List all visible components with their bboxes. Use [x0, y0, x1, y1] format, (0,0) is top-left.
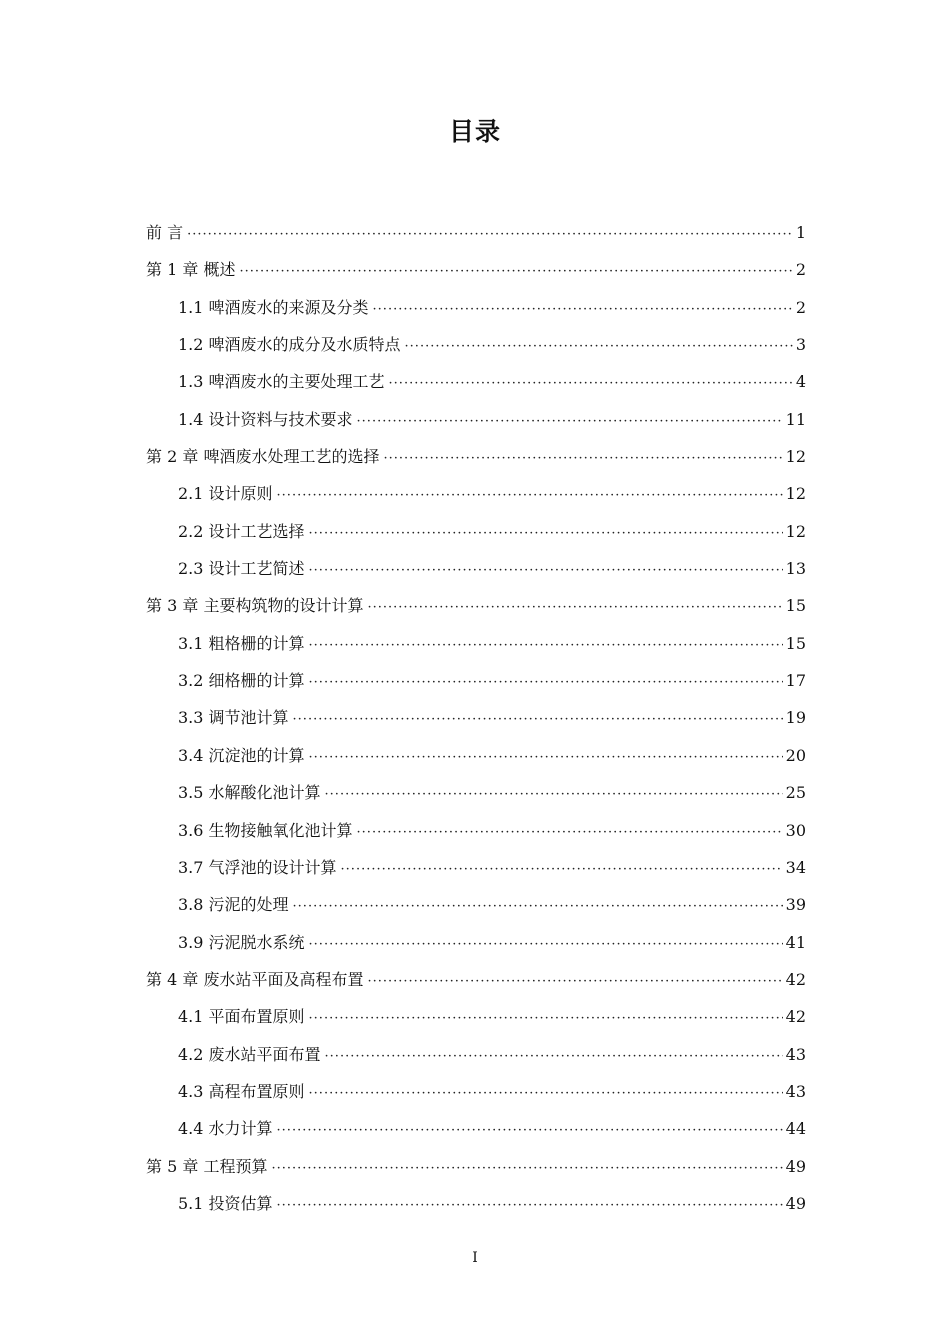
toc-entry-label: 第 3 章 主要构筑物的设计计算 [146, 596, 364, 616]
toc-entry [146, 670, 806, 707]
toc-entry [146, 371, 806, 408]
toc-entry-page: 4 [795, 372, 806, 392]
toc-entry [146, 857, 806, 894]
toc-entry-page: 2 [795, 260, 806, 280]
dot-leader [367, 597, 782, 619]
dot-leader [309, 747, 783, 769]
toc-entry [146, 259, 806, 296]
toc-entry-page: 17 [785, 671, 806, 691]
toc-entry [146, 1081, 806, 1118]
toc-entry [146, 782, 806, 819]
toc-entry-label: 5.1 投资估算 [178, 1193, 273, 1213]
toc-entry [146, 483, 806, 520]
dot-leader [239, 261, 792, 283]
toc-entry-page: 25 [785, 783, 806, 803]
dot-leader [309, 934, 783, 956]
dot-leader [341, 859, 783, 881]
toc-entry-page: 49 [785, 1156, 806, 1176]
toc-entry-page: 1 [795, 223, 806, 242]
toc-entry [146, 521, 806, 558]
toc-entry-page: 12 [785, 484, 806, 504]
toc-entry-label: 3.2 细格栅的计算 [178, 671, 305, 691]
toc-entry-label: 1.3 啤酒废水的主要处理工艺 [178, 372, 385, 392]
toc-entry-label: 第 2 章 啤酒废水处理工艺的选择 [146, 447, 380, 467]
dot-leader [309, 635, 783, 657]
dot-leader [405, 336, 793, 358]
toc-entry-label: 3.7 气浮池的设计计算 [178, 857, 337, 877]
dot-leader [277, 485, 783, 507]
toc-entry-page: 11 [785, 409, 806, 429]
toc-entry-label: 4.3 高程布置原则 [178, 1081, 305, 1101]
toc-entry [146, 446, 806, 483]
toc-entry [146, 894, 806, 931]
toc-entry-page: 42 [785, 969, 806, 989]
toc-entry-label: 3.1 粗格栅的计算 [178, 633, 305, 653]
dot-leader [293, 896, 783, 918]
dot-leader [309, 560, 783, 582]
toc-entry-label: 1.2 啤酒废水的成分及水质特点 [178, 335, 401, 355]
toc-entry-label: 3.8 污泥的处理 [178, 895, 289, 915]
toc-entry-label: 前 言 [146, 223, 184, 242]
toc-entry-page: 34 [785, 857, 806, 877]
toc-entry [146, 558, 806, 595]
dot-leader [309, 1083, 783, 1105]
dot-leader [309, 1008, 783, 1030]
toc-entry-label: 1.1 啤酒废水的来源及分类 [178, 297, 369, 317]
toc-entry-label: 第 1 章 概述 [146, 260, 236, 280]
toc-entry-page: 43 [785, 1044, 806, 1064]
toc-entry [146, 1193, 806, 1230]
toc-entry-label: 3.5 水解酸化池计算 [178, 783, 321, 803]
toc-entry-page: 3 [795, 335, 806, 355]
toc-entry [146, 297, 806, 334]
toc-entry-page: 12 [785, 521, 806, 541]
dot-leader [373, 299, 793, 321]
toc-entry [146, 409, 806, 446]
toc-entry [146, 707, 806, 744]
toc-entry-page: 44 [785, 1119, 806, 1139]
toc-entry-page: 19 [785, 708, 806, 728]
toc-entry [146, 633, 806, 670]
toc-entry-page: 43 [785, 1081, 806, 1101]
toc-entry [146, 820, 806, 857]
table-of-contents [146, 222, 806, 1230]
toc-entry [146, 595, 806, 632]
toc-entry-page: 20 [785, 745, 806, 765]
toc-entry [146, 932, 806, 969]
dot-leader [277, 1120, 783, 1142]
toc-entry [146, 1044, 806, 1081]
dot-leader [277, 1195, 783, 1217]
toc-entry-label: 4.2 废水站平面布置 [178, 1044, 321, 1064]
toc-entry-page: 15 [785, 633, 806, 653]
page-number: I [472, 1250, 478, 1266]
dot-leader [357, 411, 783, 433]
toc-entry-label: 2.3 设计工艺简述 [178, 559, 305, 579]
toc-entry-page: 42 [785, 1007, 806, 1027]
dot-leader [293, 709, 783, 731]
dot-leader [367, 971, 782, 993]
toc-entry-label: 1.4 设计资料与技术要求 [178, 409, 353, 429]
toc-entry [146, 1118, 806, 1155]
toc-entry [146, 222, 806, 259]
toc-entry-page: 30 [785, 820, 806, 840]
dot-leader [325, 784, 783, 806]
toc-entry-page: 2 [795, 297, 806, 317]
toc-entry-label: 4.1 平面布置原则 [178, 1007, 305, 1027]
dot-leader [325, 1046, 783, 1068]
dot-leader [309, 672, 783, 694]
toc-entry [146, 969, 806, 1006]
toc-entry-label: 4.4 水力计算 [178, 1119, 273, 1139]
toc-entry-label: 3.3 调节池计算 [178, 708, 289, 728]
dot-leader [187, 224, 793, 246]
toc-entry-page: 12 [785, 447, 806, 467]
toc-entry-label: 第 4 章 废水站平面及高程布置 [146, 969, 364, 989]
toc-entry-label: 3.9 污泥脱水系统 [178, 932, 305, 952]
dot-leader [357, 822, 783, 844]
toc-entry-label: 3.6 生物接触氧化池计算 [178, 820, 353, 840]
dot-leader [271, 1158, 782, 1180]
toc-entry [146, 1156, 806, 1193]
dot-leader [383, 448, 782, 470]
toc-entry-page: 39 [785, 895, 806, 915]
toc-entry-page: 13 [785, 559, 806, 579]
toc-entry [146, 334, 806, 371]
toc-entry-label: 2.1 设计原则 [178, 484, 273, 504]
toc-entry-label: 2.2 设计工艺选择 [178, 521, 305, 541]
toc-entry [146, 1006, 806, 1043]
dot-leader [309, 523, 783, 545]
toc-entry [146, 745, 806, 782]
toc-entry-page: 15 [785, 596, 806, 616]
toc-entry-page: 41 [785, 932, 806, 952]
dot-leader [389, 373, 793, 395]
page-title: 目录 [448, 117, 501, 146]
toc-entry-page: 49 [785, 1193, 806, 1213]
toc-entry-label: 3.4 沉淀池的计算 [178, 745, 305, 765]
toc-entry-label: 第 5 章 工程预算 [146, 1156, 268, 1176]
